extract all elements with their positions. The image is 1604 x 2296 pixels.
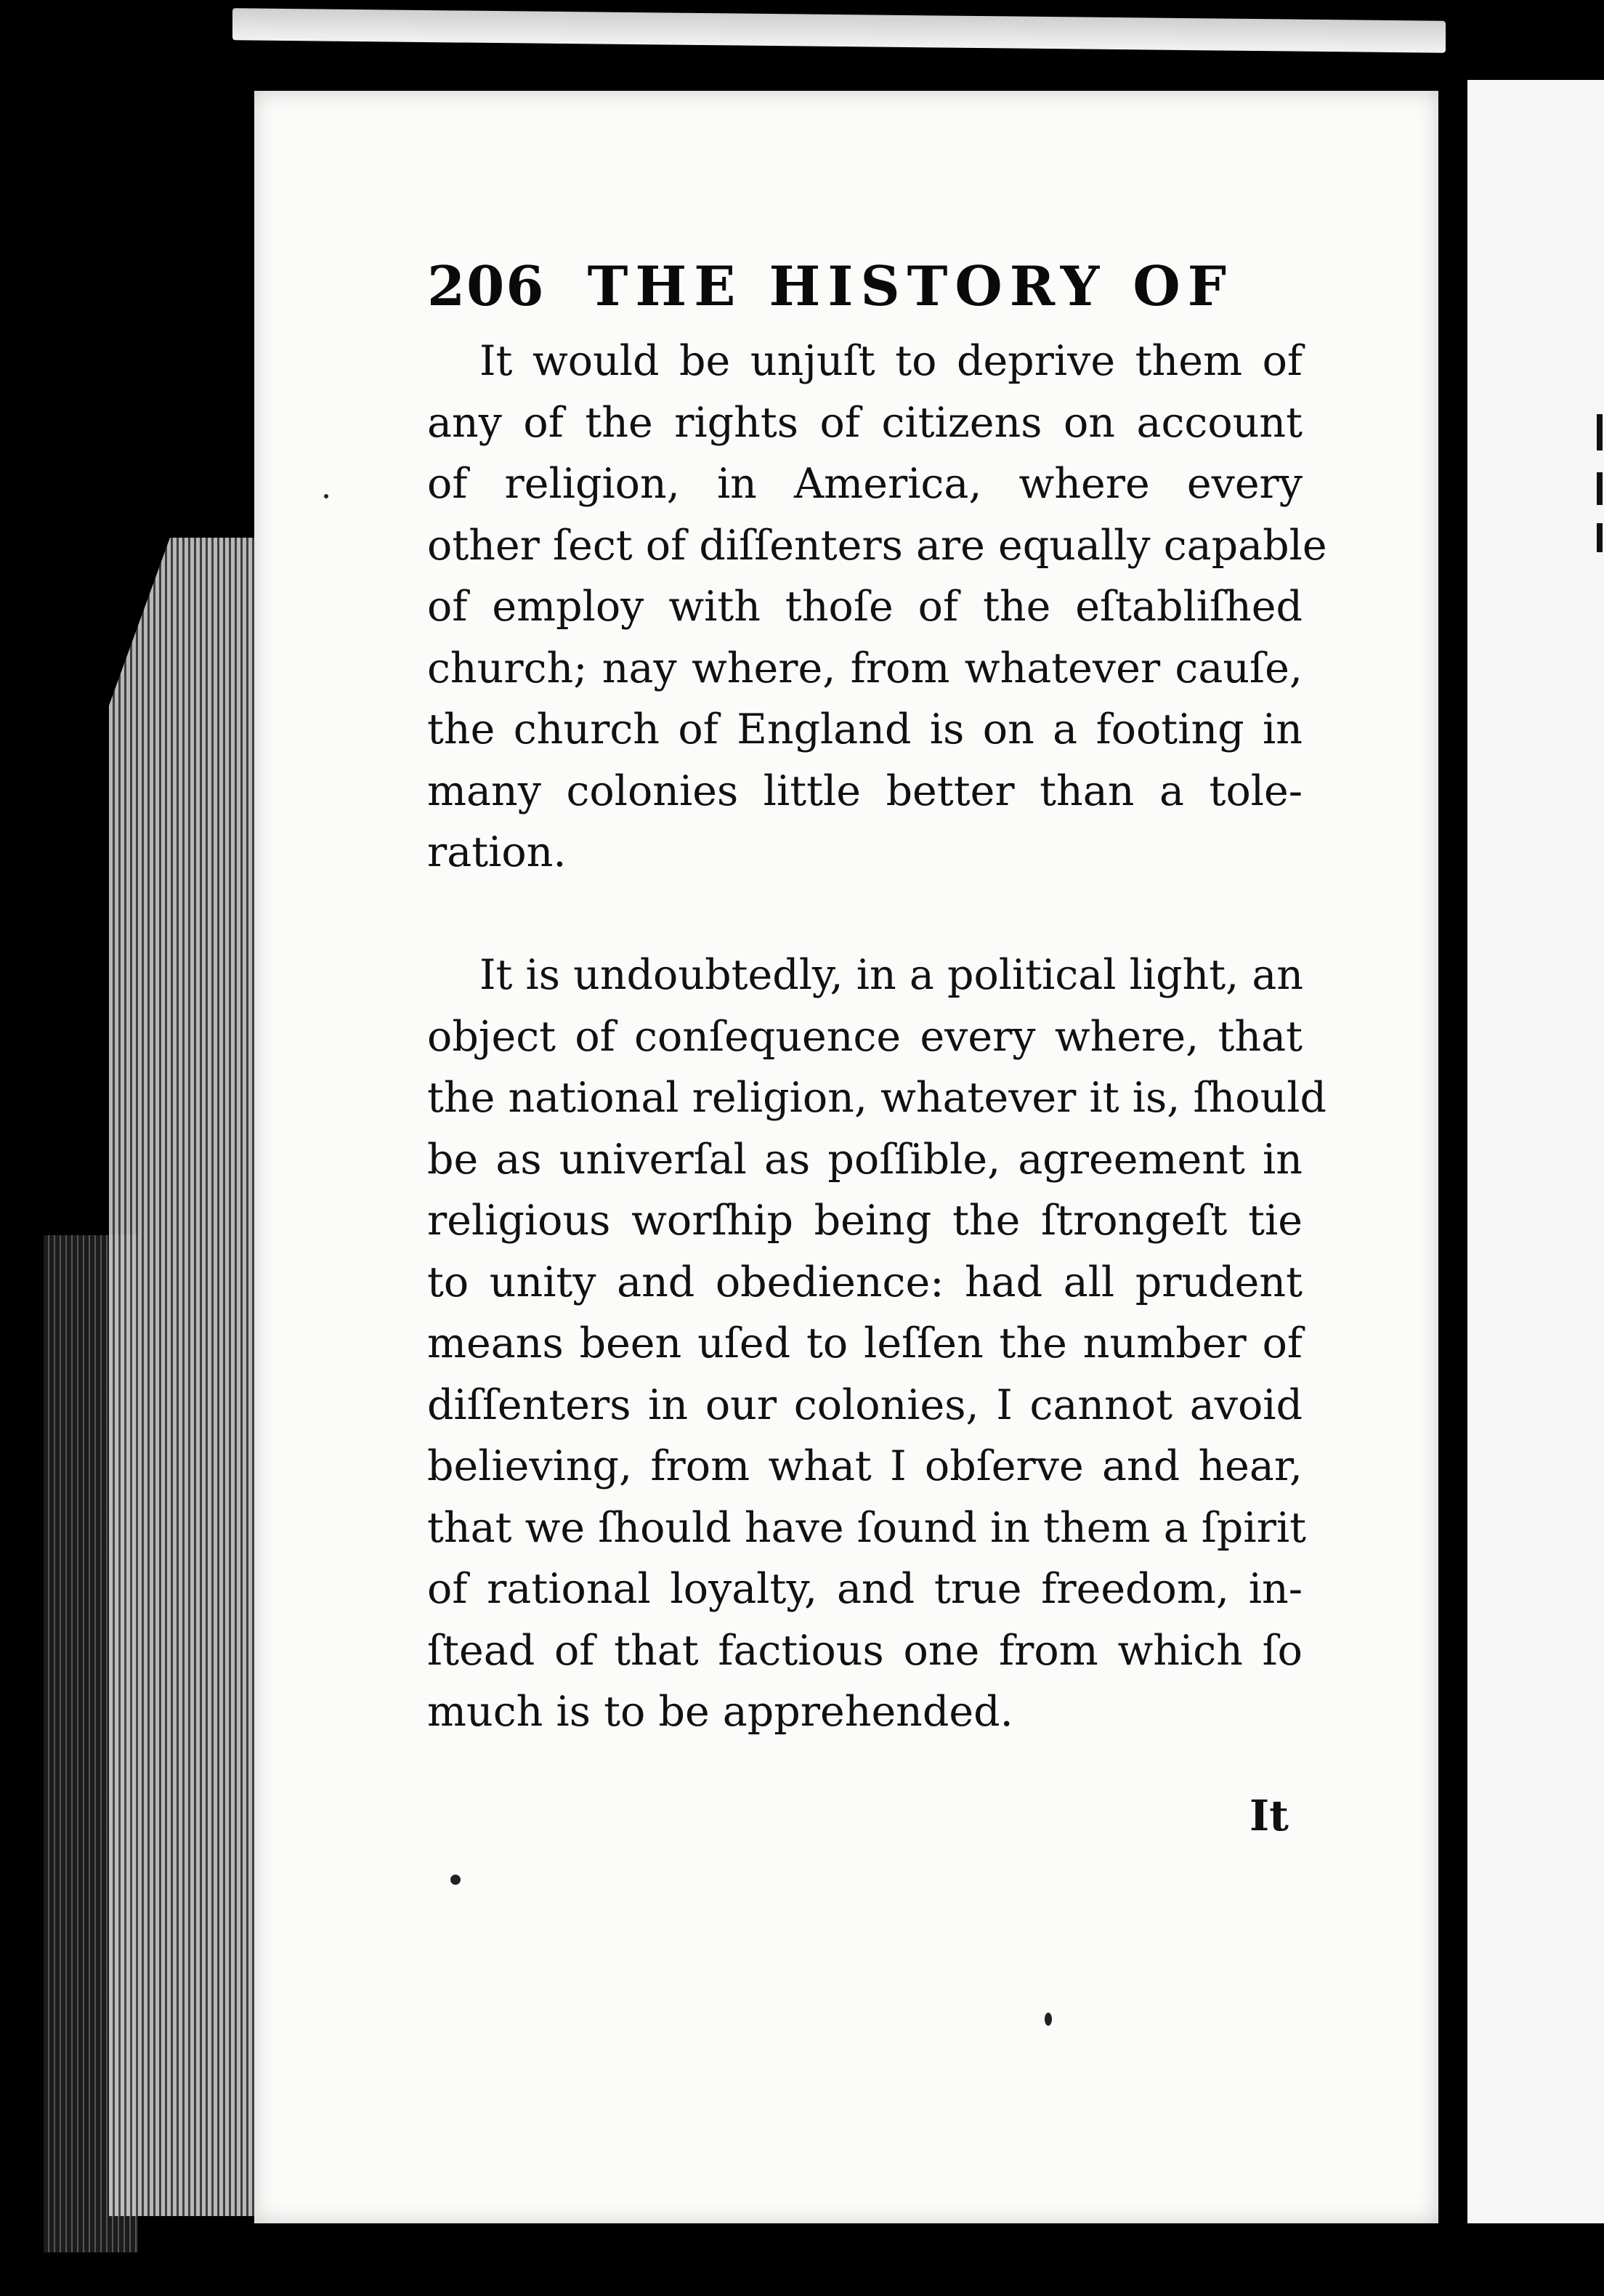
- text-line: diſſenters in our colonies, I cannot avoid: [427, 1381, 1303, 1429]
- text-line: means been uſed to leſſen the number of: [427, 1319, 1303, 1367]
- facing-page: [1467, 80, 1604, 2223]
- running-title: THE HISTORY OF: [587, 254, 1234, 318]
- text-line: many colonies little better than a tole-: [427, 767, 1303, 815]
- text-line: believing, from what I obſerve and hear,: [427, 1442, 1303, 1490]
- text-line: to unity and obedience: had all prudent: [427, 1258, 1303, 1306]
- text-line: the church of England is on a footing in: [427, 706, 1303, 753]
- text-line: other ſect of diſſenters are equally capable: [427, 521, 1327, 570]
- text-line: much is to be apprehended.: [427, 1688, 1013, 1736]
- facing-page-mark: [1597, 523, 1603, 552]
- text-line: be as univerſal as poſſible, agreement in: [427, 1135, 1303, 1184]
- text-line: that we ſhould have ſound in them a ſpirit: [427, 1503, 1306, 1552]
- text-line: any of the rights of citizens on account: [427, 398, 1303, 447]
- text-line: the national religion, whatever it is, ſhould: [427, 1074, 1327, 1122]
- text-line: object of conſequence every where, that: [427, 1012, 1303, 1061]
- text-line: ration.: [427, 828, 567, 876]
- text-line: religious worſhip being the ſtrongeſt tie: [427, 1197, 1303, 1245]
- page-number: 206: [427, 254, 546, 318]
- text-line: It would be unjuſt to deprive them of: [479, 337, 1303, 385]
- text-line: of rational loyalty, and true freedom, in-: [427, 1565, 1303, 1613]
- paragraph-2: [427, 945, 1327, 1743]
- ink-speck: [450, 1875, 461, 1885]
- running-header: [427, 254, 1299, 334]
- ink-speck: [324, 494, 328, 498]
- facing-page-mark: [1597, 472, 1603, 505]
- facing-page-mark: [1597, 414, 1603, 450]
- paragraph-1: [427, 331, 1327, 884]
- text-line: of employ with thoſe of the eſtabliſhed: [427, 583, 1303, 631]
- text-line: ſtead of that factious one from which ſo: [427, 1626, 1303, 1675]
- facing-page-top-edge: [232, 8, 1446, 52]
- text-line: It is undoubtedly, in a political light, an: [479, 951, 1304, 999]
- text-line: church; nay where, from whatever cauſe,: [427, 644, 1303, 692]
- catchword: It: [1249, 1791, 1289, 1840]
- text-line: of religion, in America, where every: [427, 460, 1303, 508]
- ink-speck: [1045, 2013, 1052, 2026]
- page-stack-edges: [109, 538, 262, 2216]
